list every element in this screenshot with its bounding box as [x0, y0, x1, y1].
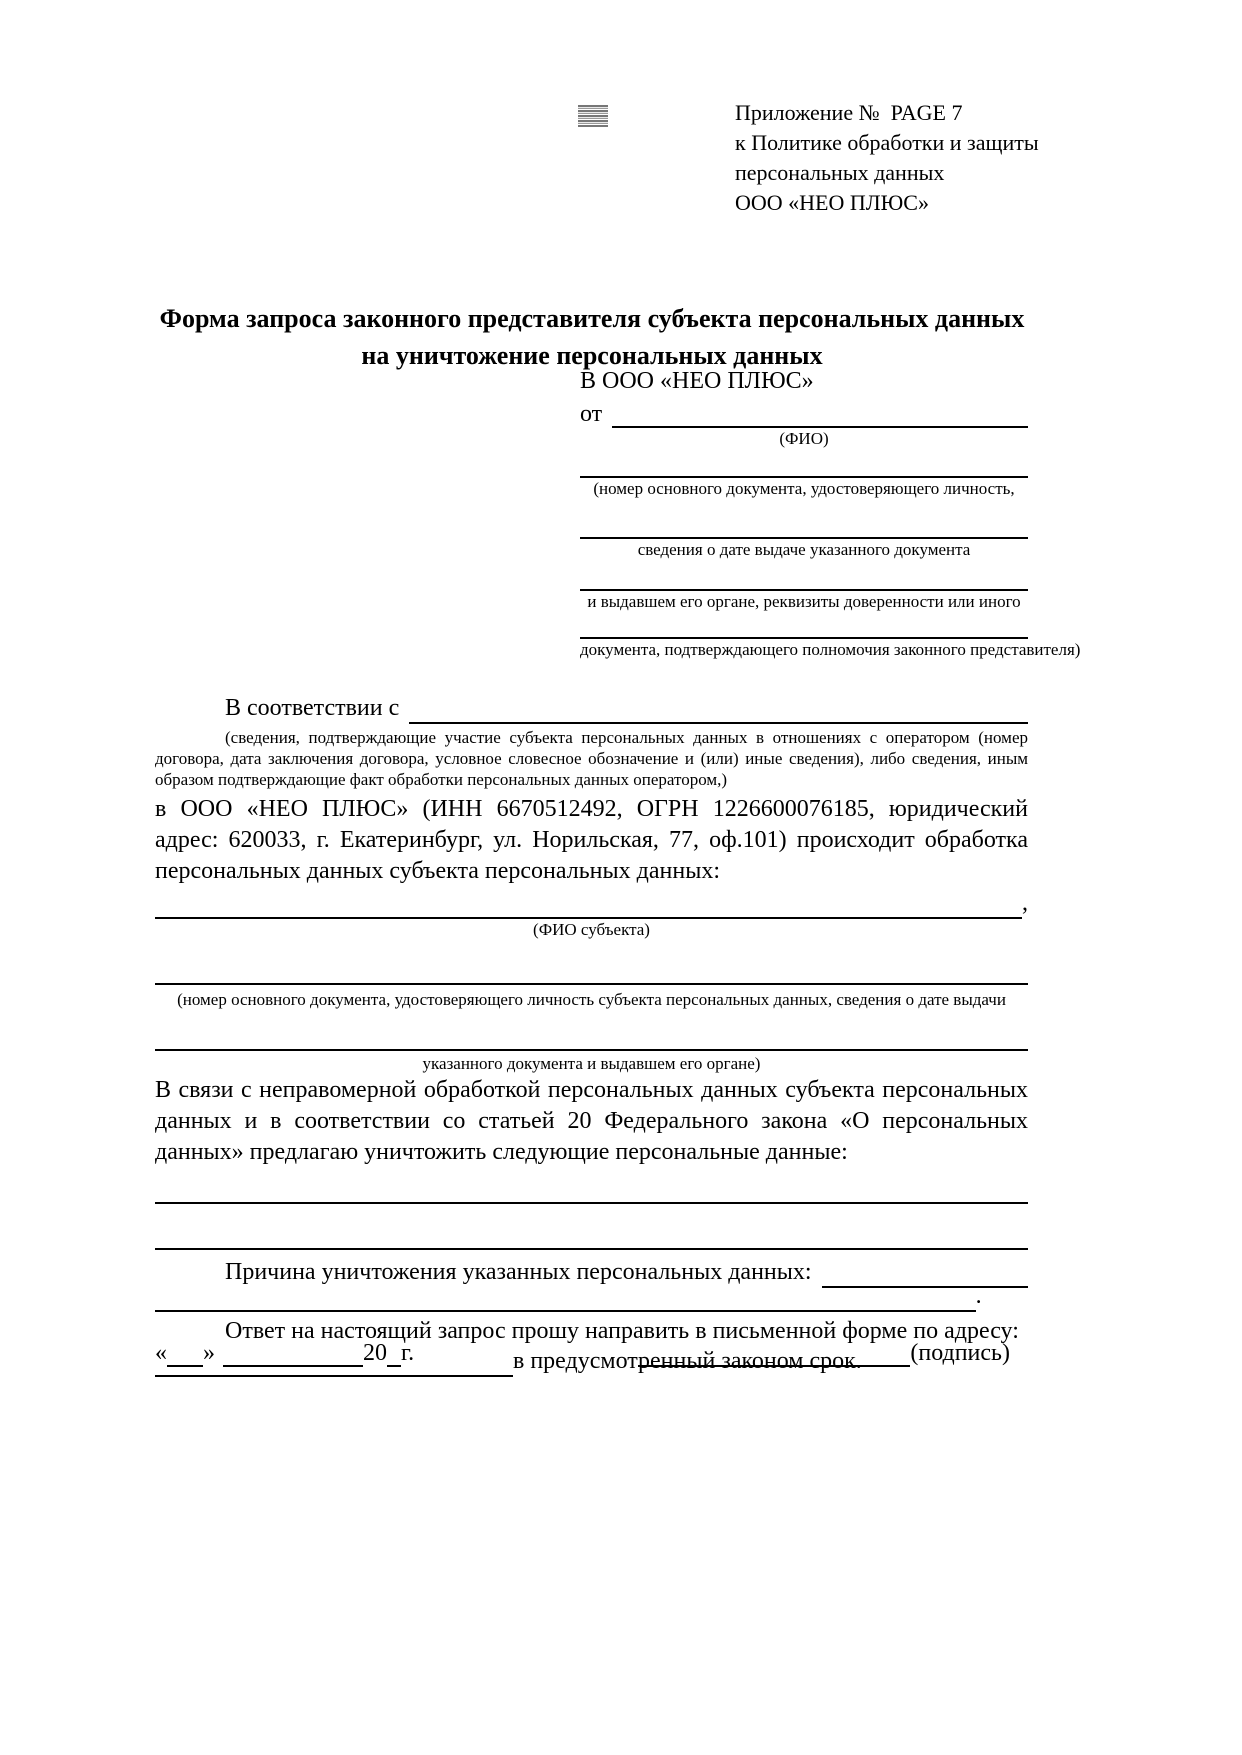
subject-trailing-comma: ,: [1022, 890, 1028, 916]
caption-doc-3: и выдавшем его органе, реквизиты доверенности или иного: [587, 592, 1021, 611]
destruction-paragraph: В связи с неправомерной обработкой персональных данных субъекта персональных данных и в соответствии со статьей 20 Федерального закона «О персональных данных» предлагаю уничтожить следующие персональные данные:: [155, 1077, 1028, 1165]
quote-open: «: [155, 1340, 167, 1366]
caption-doc-4: документа, подтверждающего полномочия законного представителя): [580, 640, 1081, 659]
accordance-row: [155, 693, 1028, 724]
doc-input-line-4[interactable]: [580, 615, 1028, 639]
signature-line[interactable]: [638, 1341, 910, 1367]
accordance-input-line[interactable]: [409, 722, 1028, 724]
caption-subject-doc-1: (номер основного документа, удостоверяющего личность субъекта персональных данных, сведения о дате выдачи: [177, 990, 1006, 1009]
reason-row-2: [155, 1283, 1028, 1312]
reason-input-line-2[interactable]: [155, 1288, 976, 1312]
header-appendix-line-1: Приложение № PAGE 7: [735, 100, 963, 125]
quote-close: »: [203, 1340, 215, 1366]
addressee-to-line: В ООО «НЕО ПЛЮС»: [580, 368, 814, 394]
date-year-line[interactable]: [387, 1341, 401, 1367]
form-title-line-2: на уничтожение персональных данных: [361, 341, 823, 370]
operator-paragraph: в ООО «НЕО ПЛЮС» (ИНН 6670512492, ОГРН 1226600076185, юридический адрес: 620033, г. Екатеринбург, ул. Норильская, 77, оф.101) происходит обработка персональных данных субъекта персональных данных:: [155, 796, 1028, 884]
date-day-line[interactable]: [167, 1341, 203, 1367]
reason-period: .: [975, 1283, 982, 1309]
form-title-line-1: Форма запроса законного представителя субъекта персональных данных: [159, 304, 1025, 333]
date-group: [155, 1340, 414, 1367]
year-prefix: 20: [363, 1340, 387, 1366]
signature-caption: (подпись): [910, 1340, 1010, 1366]
header-appendix-line-2: к Политике обработки и защиты: [735, 130, 1039, 155]
doc-input-line-2[interactable]: [580, 515, 1028, 539]
body-block: [155, 693, 1028, 1377]
subject-fio-row: [155, 890, 1028, 919]
subject-doc-input-line-1[interactable]: [155, 959, 1028, 985]
form-title: [92, 300, 1092, 374]
header-appendix-line-4: ООО «НЕО ПЛЮС»: [735, 190, 929, 215]
data-to-destroy-line-2[interactable]: [155, 1224, 1028, 1250]
accordance-label: В соответствии с: [225, 695, 400, 721]
caption-doc-2: сведения о дате выдаче указанного документа: [637, 540, 971, 559]
data-to-destroy-line-1[interactable]: [155, 1178, 1028, 1204]
addressee-block: [580, 368, 1081, 661]
doc-input-line-3[interactable]: [580, 567, 1028, 591]
caption-subject-doc-2: указанного документа и выдавшем его органе): [422, 1054, 761, 1073]
header-appendix-line-3: персональных данных: [735, 160, 945, 185]
field-code-artifact-icon: [578, 105, 608, 127]
header-appendix-block: [735, 98, 1039, 218]
caption-fio: (ФИО): [779, 429, 829, 448]
reason-label: Причина уничтожения указанных персональных данных:: [225, 1259, 812, 1285]
caption-subject-fio: (ФИО субъекта): [533, 920, 650, 939]
from-row: [580, 402, 1028, 428]
footer-row: [155, 1340, 1028, 1367]
accordance-note: (сведения, подтверждающие участие субъекта персональных данных в отношениях с оператором (номер договора, дата заключения договора, условное словесное обозначение и (или) иные сведения), либо сведения, иным образом подтверждающие факт обработки персональных данных оператором,): [155, 728, 1028, 789]
caption-doc-1: (номер основного документа, удостоверяющего личность,: [593, 479, 1015, 498]
answer-paragraph: Ответ на настоящий запрос прошу направить в письменной форме по адресу:: [225, 1318, 1019, 1344]
year-suffix: г.: [401, 1340, 415, 1366]
from-label: от: [580, 401, 603, 427]
signature-group: [638, 1340, 1010, 1367]
answer-suffix: в предусмотренный законом срок.: [513, 1348, 862, 1374]
date-month-line[interactable]: [223, 1341, 363, 1367]
subject-doc-input-line-2[interactable]: [155, 1025, 1028, 1051]
doc-input-line-1[interactable]: [580, 454, 1028, 478]
reason-row: [155, 1258, 1028, 1288]
